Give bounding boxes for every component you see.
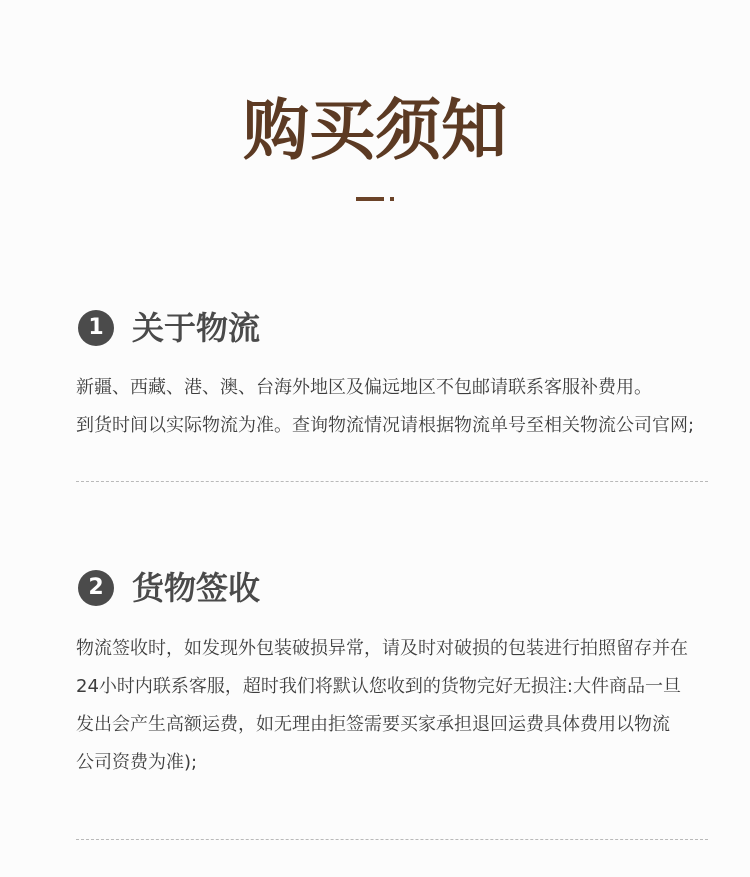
- section-heading: [78, 568, 260, 608]
- body-line: 24小时内联系客服，超时我们将默认您收到的货物完好无损注:大件商品一旦: [76, 676, 681, 697]
- body-line: 发出会产生高额运费，如无理由拒签需要买家承担退回运费具体费用以物流: [76, 714, 670, 735]
- section-title: 货物签收: [132, 569, 261, 607]
- body-line: 公司资费为准);: [76, 752, 198, 773]
- section-logistics-body: [76, 369, 736, 445]
- dashed-divider: [76, 481, 708, 482]
- title-divider-dot: [390, 197, 394, 201]
- title-divider-bar: [356, 197, 384, 201]
- section-heading: [78, 308, 260, 348]
- title-divider: [356, 197, 396, 201]
- section-title: 关于物流: [132, 309, 261, 347]
- body-line: 到货时间以实际物流为准。查询物流情况请根据物流单号至相关物流公司官网;: [76, 415, 695, 436]
- body-line: 新疆、西藏、港、澳、台海外地区及偏远地区不包邮请联系客服补费用。: [76, 377, 652, 398]
- page-title: 购买须知: [243, 92, 507, 169]
- number-badge-icon: 2: [78, 570, 114, 606]
- section-receipt-body: [76, 630, 736, 782]
- number-badge-icon: 1: [78, 310, 114, 346]
- body-line: 物流签收时，如发现外包装破损异常，请及时对破损的包装进行拍照留存并在: [76, 638, 688, 659]
- dashed-divider: [76, 839, 708, 840]
